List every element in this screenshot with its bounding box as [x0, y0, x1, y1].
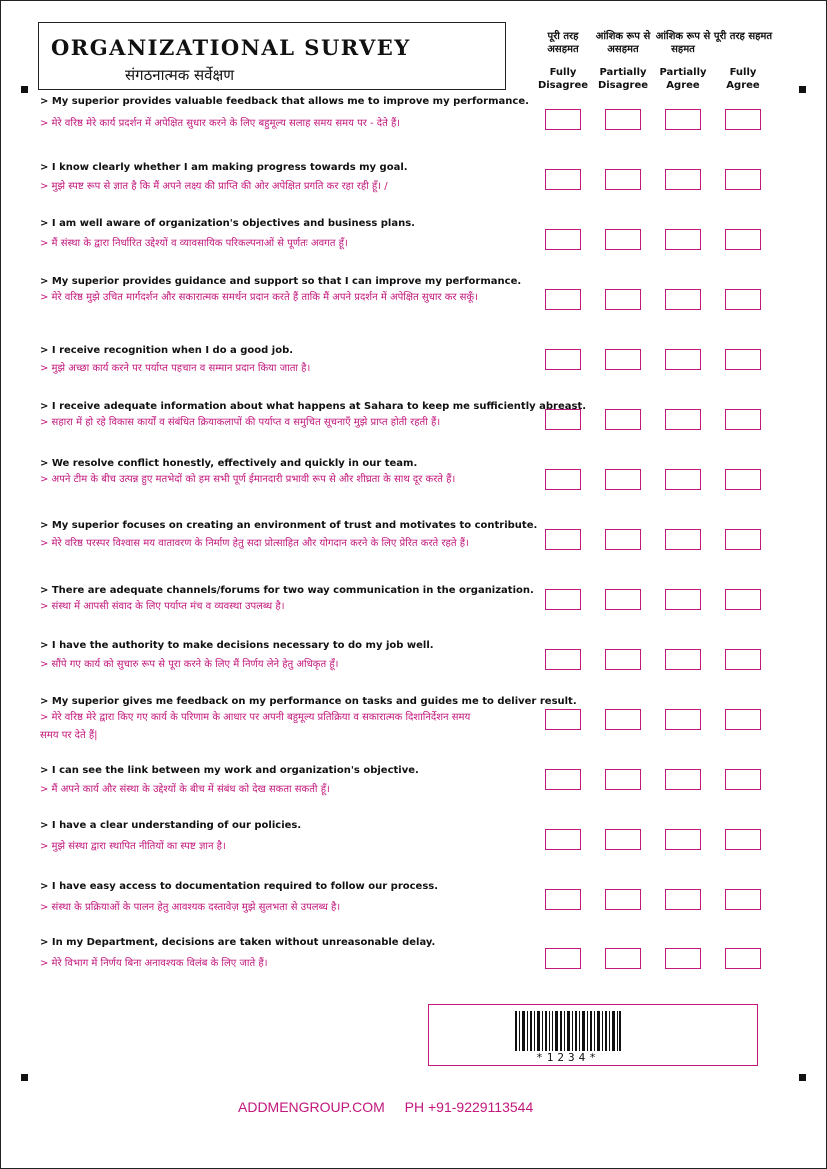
answer-box[interactable] — [725, 169, 761, 190]
column-header — [532, 30, 594, 92]
website-text: ADDMENGROUP.COM — [238, 1099, 385, 1115]
column-header-english: Fully Disagree — [537, 67, 589, 91]
question-hindi: > संस्था में आपसी संवाद के लिए पर्याप्त मंच व व्यवस्था उपलब्ध है। — [40, 601, 285, 612]
question-english: > I am well aware of organization's objectives and business plans. — [40, 218, 415, 229]
answer-box[interactable] — [725, 709, 761, 730]
answer-box[interactable] — [665, 709, 701, 730]
answer-box[interactable] — [665, 649, 701, 670]
answer-box[interactable] — [545, 649, 581, 670]
registration-mark — [799, 1074, 806, 1081]
question-english: > My superior gives me feedback on my performance on tasks and guides me to deliver result. — [40, 696, 577, 707]
answer-box[interactable] — [665, 409, 701, 430]
answer-box[interactable] — [725, 829, 761, 850]
answer-box[interactable] — [605, 889, 641, 910]
column-header-hindi: आंशिक रूप से असहमत — [595, 31, 651, 55]
answer-box[interactable] — [545, 948, 581, 969]
answer-box[interactable] — [605, 709, 641, 730]
answer-box[interactable] — [605, 649, 641, 670]
footer — [238, 1099, 533, 1115]
answer-box[interactable] — [665, 349, 701, 370]
answer-box[interactable] — [665, 469, 701, 490]
question-hindi: > संस्था के प्रक्रियाओं के पालन हेतु आवश्यक दस्तावेज़ मुझे सुलभता से उपलब्ध है। — [40, 902, 341, 913]
answer-box[interactable] — [545, 349, 581, 370]
answer-box[interactable] — [545, 889, 581, 910]
answer-box[interactable] — [725, 589, 761, 610]
question-hindi: > मुझे स्पष्ट रूप से ज्ञात है कि मैं अपने लक्ष्य की प्राप्ति की ओर अपेक्षित प्रगति कर रहा रही हूँ। / — [40, 181, 388, 192]
registration-mark — [21, 1074, 28, 1081]
answer-box[interactable] — [665, 169, 701, 190]
registration-mark — [21, 86, 28, 93]
answer-box[interactable] — [545, 589, 581, 610]
answer-box[interactable] — [665, 589, 701, 610]
answer-box[interactable] — [605, 109, 641, 130]
answer-box[interactable] — [725, 948, 761, 969]
question-english: > My superior focuses on creating an environment of trust and motivates to contribute. — [40, 520, 538, 531]
column-header-hindi: आंशिक रूप से सहमत — [655, 31, 711, 55]
answer-box[interactable] — [605, 169, 641, 190]
question-hindi: > मेरे वरिष्ठ मुझे उचित मार्गदर्शन और सकारात्मक समर्थन प्रदान करते हैं ताकि मैं अपने प्रदर्शन में अपेक्षित सुधार कर सकूँ। — [40, 292, 478, 303]
answer-box[interactable] — [605, 829, 641, 850]
answer-box[interactable] — [545, 289, 581, 310]
answer-box[interactable] — [545, 169, 581, 190]
question-english: > There are adequate channels/forums for two way communication in the organization. — [40, 585, 534, 596]
column-header-english: Partially Disagree — [597, 67, 649, 91]
answer-box[interactable] — [665, 948, 701, 969]
question-hindi: > मेरे वरिष्ठ परस्पर विश्वास मय वातावरण के निर्माण हेतु सदा प्रोत्साहित और योगदान करने के लिए प्रेरित करते रहते हैं। — [40, 538, 469, 549]
answer-box[interactable] — [545, 109, 581, 130]
answer-box[interactable] — [545, 409, 581, 430]
answer-box[interactable] — [665, 109, 701, 130]
column-header-hindi: पूरी तरह असहमत — [547, 31, 579, 55]
question-english: > I have a clear understanding of our policies. — [40, 820, 302, 831]
answer-box[interactable] — [545, 229, 581, 250]
question-hindi: > मैं अपने कार्य और संस्था के उद्देश्यों के बीच में संबंध को देख सकता सकती हूँ। — [40, 784, 330, 795]
answer-box[interactable] — [545, 709, 581, 730]
question-english: > My superior provides guidance and support so that I can improve my performance. — [40, 276, 522, 287]
question-hindi: > सौंपे गए कार्य को सुचारु रूप से पूरा करने के लिए मैं निर्णय लेने हेतु अधिकृत हूँ। — [40, 659, 339, 670]
question-english: > In my Department, decisions are taken without unreasonable delay. — [40, 937, 436, 948]
phone-text: PH +91-9229113544 — [404, 1099, 534, 1115]
answer-box[interactable] — [665, 889, 701, 910]
answer-box[interactable] — [665, 229, 701, 250]
question-hindi: > अपने टीम के बीच उत्पन्न हुए मतभेदों को हम सभी पूर्ण ईमानदारी प्रभावी रूप से और शीघ्रता के साथ दूर करते हैं। — [40, 474, 456, 485]
answer-box[interactable] — [725, 109, 761, 130]
answer-box[interactable] — [605, 469, 641, 490]
question-hindi: > मेरे वरिष्ठ मेरे कार्य प्रदर्शन में अपेक्षित सुधार करने के लिए बहुमूल्य सलाह समय समय पर - देते हैं। — [40, 118, 401, 129]
question-hindi: > मेरे वरिष्ठ मेरे द्वारा किए गए कार्य के परिणाम के आधार पर अपनी बहुमूल्य प्रतिक्रिया व सकारात्मक दिशानिर्देशन समय समय पर देते हैं| — [40, 712, 471, 741]
answer-box[interactable] — [725, 769, 761, 790]
question-english: > We resolve conflict honestly, effectively and quickly in our team. — [40, 458, 418, 469]
answer-box[interactable] — [725, 469, 761, 490]
answer-box[interactable] — [545, 529, 581, 550]
barcode-box — [428, 1004, 758, 1066]
answer-box[interactable] — [545, 469, 581, 490]
answer-box[interactable] — [545, 769, 581, 790]
question-english: > I have easy access to documentation required to follow our process. — [40, 881, 439, 892]
answer-box[interactable] — [605, 289, 641, 310]
question-hindi: > सहारा में हो रहे विकास कार्यों व संबंधित क्रियाकलापों की पर्याप्त व समुचित सूचनाएँ मुझे प्राप्त होती रहती हैं। — [40, 417, 441, 428]
answer-box[interactable] — [665, 769, 701, 790]
answer-box[interactable] — [725, 289, 761, 310]
question-hindi: > मुझे अच्छा कार्य करने पर पर्याप्त पहचान व सम्मान प्रदान किया जाता है। — [40, 363, 311, 374]
question-hindi: > मैं संस्था के द्वारा निर्धारित उद्देश्यों व व्यावसायिक परिकल्पनाओं से पूर्णतः अवगत हूँ। — [40, 238, 348, 249]
answer-box[interactable] — [605, 349, 641, 370]
question-hindi: > मुझे संस्था द्वारा स्थापित नीतियों का स्पष्ट ज्ञान है। — [40, 841, 226, 852]
answer-box[interactable] — [605, 409, 641, 430]
answer-box[interactable] — [605, 229, 641, 250]
answer-box[interactable] — [725, 529, 761, 550]
title-box — [38, 22, 506, 90]
answer-box[interactable] — [665, 529, 701, 550]
page-title: ORGANIZATIONAL SURVEY — [51, 35, 411, 60]
barcode-number: *1234* — [536, 1051, 600, 1064]
answer-box[interactable] — [725, 349, 761, 370]
answer-box[interactable] — [605, 948, 641, 969]
column-header — [652, 30, 714, 92]
answer-box[interactable] — [665, 289, 701, 310]
answer-box[interactable] — [725, 229, 761, 250]
column-header-english: Partially Agree — [659, 67, 707, 91]
question-english: > I receive adequate information about what happens at Sahara to keep me sufficiently abreast. — [40, 401, 587, 412]
column-header-hindi: पूरी तरह सहमत — [713, 31, 773, 42]
question-english: > I know clearly whether I am making progress towards my goal. — [40, 162, 408, 173]
barcode-icon — [515, 1011, 621, 1051]
answer-box[interactable] — [665, 829, 701, 850]
answer-box[interactable] — [725, 409, 761, 430]
answer-box[interactable] — [725, 889, 761, 910]
answer-box[interactable] — [725, 649, 761, 670]
question-hindi: > मेरे विभाग में निर्णय बिना अनावश्यक विलंब के लिए जाते हैं। — [40, 958, 268, 969]
answer-box[interactable] — [605, 589, 641, 610]
question-english: > I can see the link between my work and organization's objective. — [40, 765, 419, 776]
answer-box[interactable] — [545, 829, 581, 850]
answer-box[interactable] — [605, 769, 641, 790]
column-header — [712, 30, 774, 92]
registration-mark — [799, 86, 806, 93]
question-english: > My superior provides valuable feedback that allows me to improve my performance. — [40, 96, 529, 107]
page-title-hindi: संगठनात्मक सर्वेक्षण — [125, 66, 235, 84]
column-header-english: Fully Agree — [726, 67, 760, 91]
column-header — [592, 30, 654, 92]
question-english: > I receive recognition when I do a good job. — [40, 345, 294, 356]
answer-box[interactable] — [605, 529, 641, 550]
question-english: > I have the authority to make decisions necessary to do my job well. — [40, 640, 434, 651]
